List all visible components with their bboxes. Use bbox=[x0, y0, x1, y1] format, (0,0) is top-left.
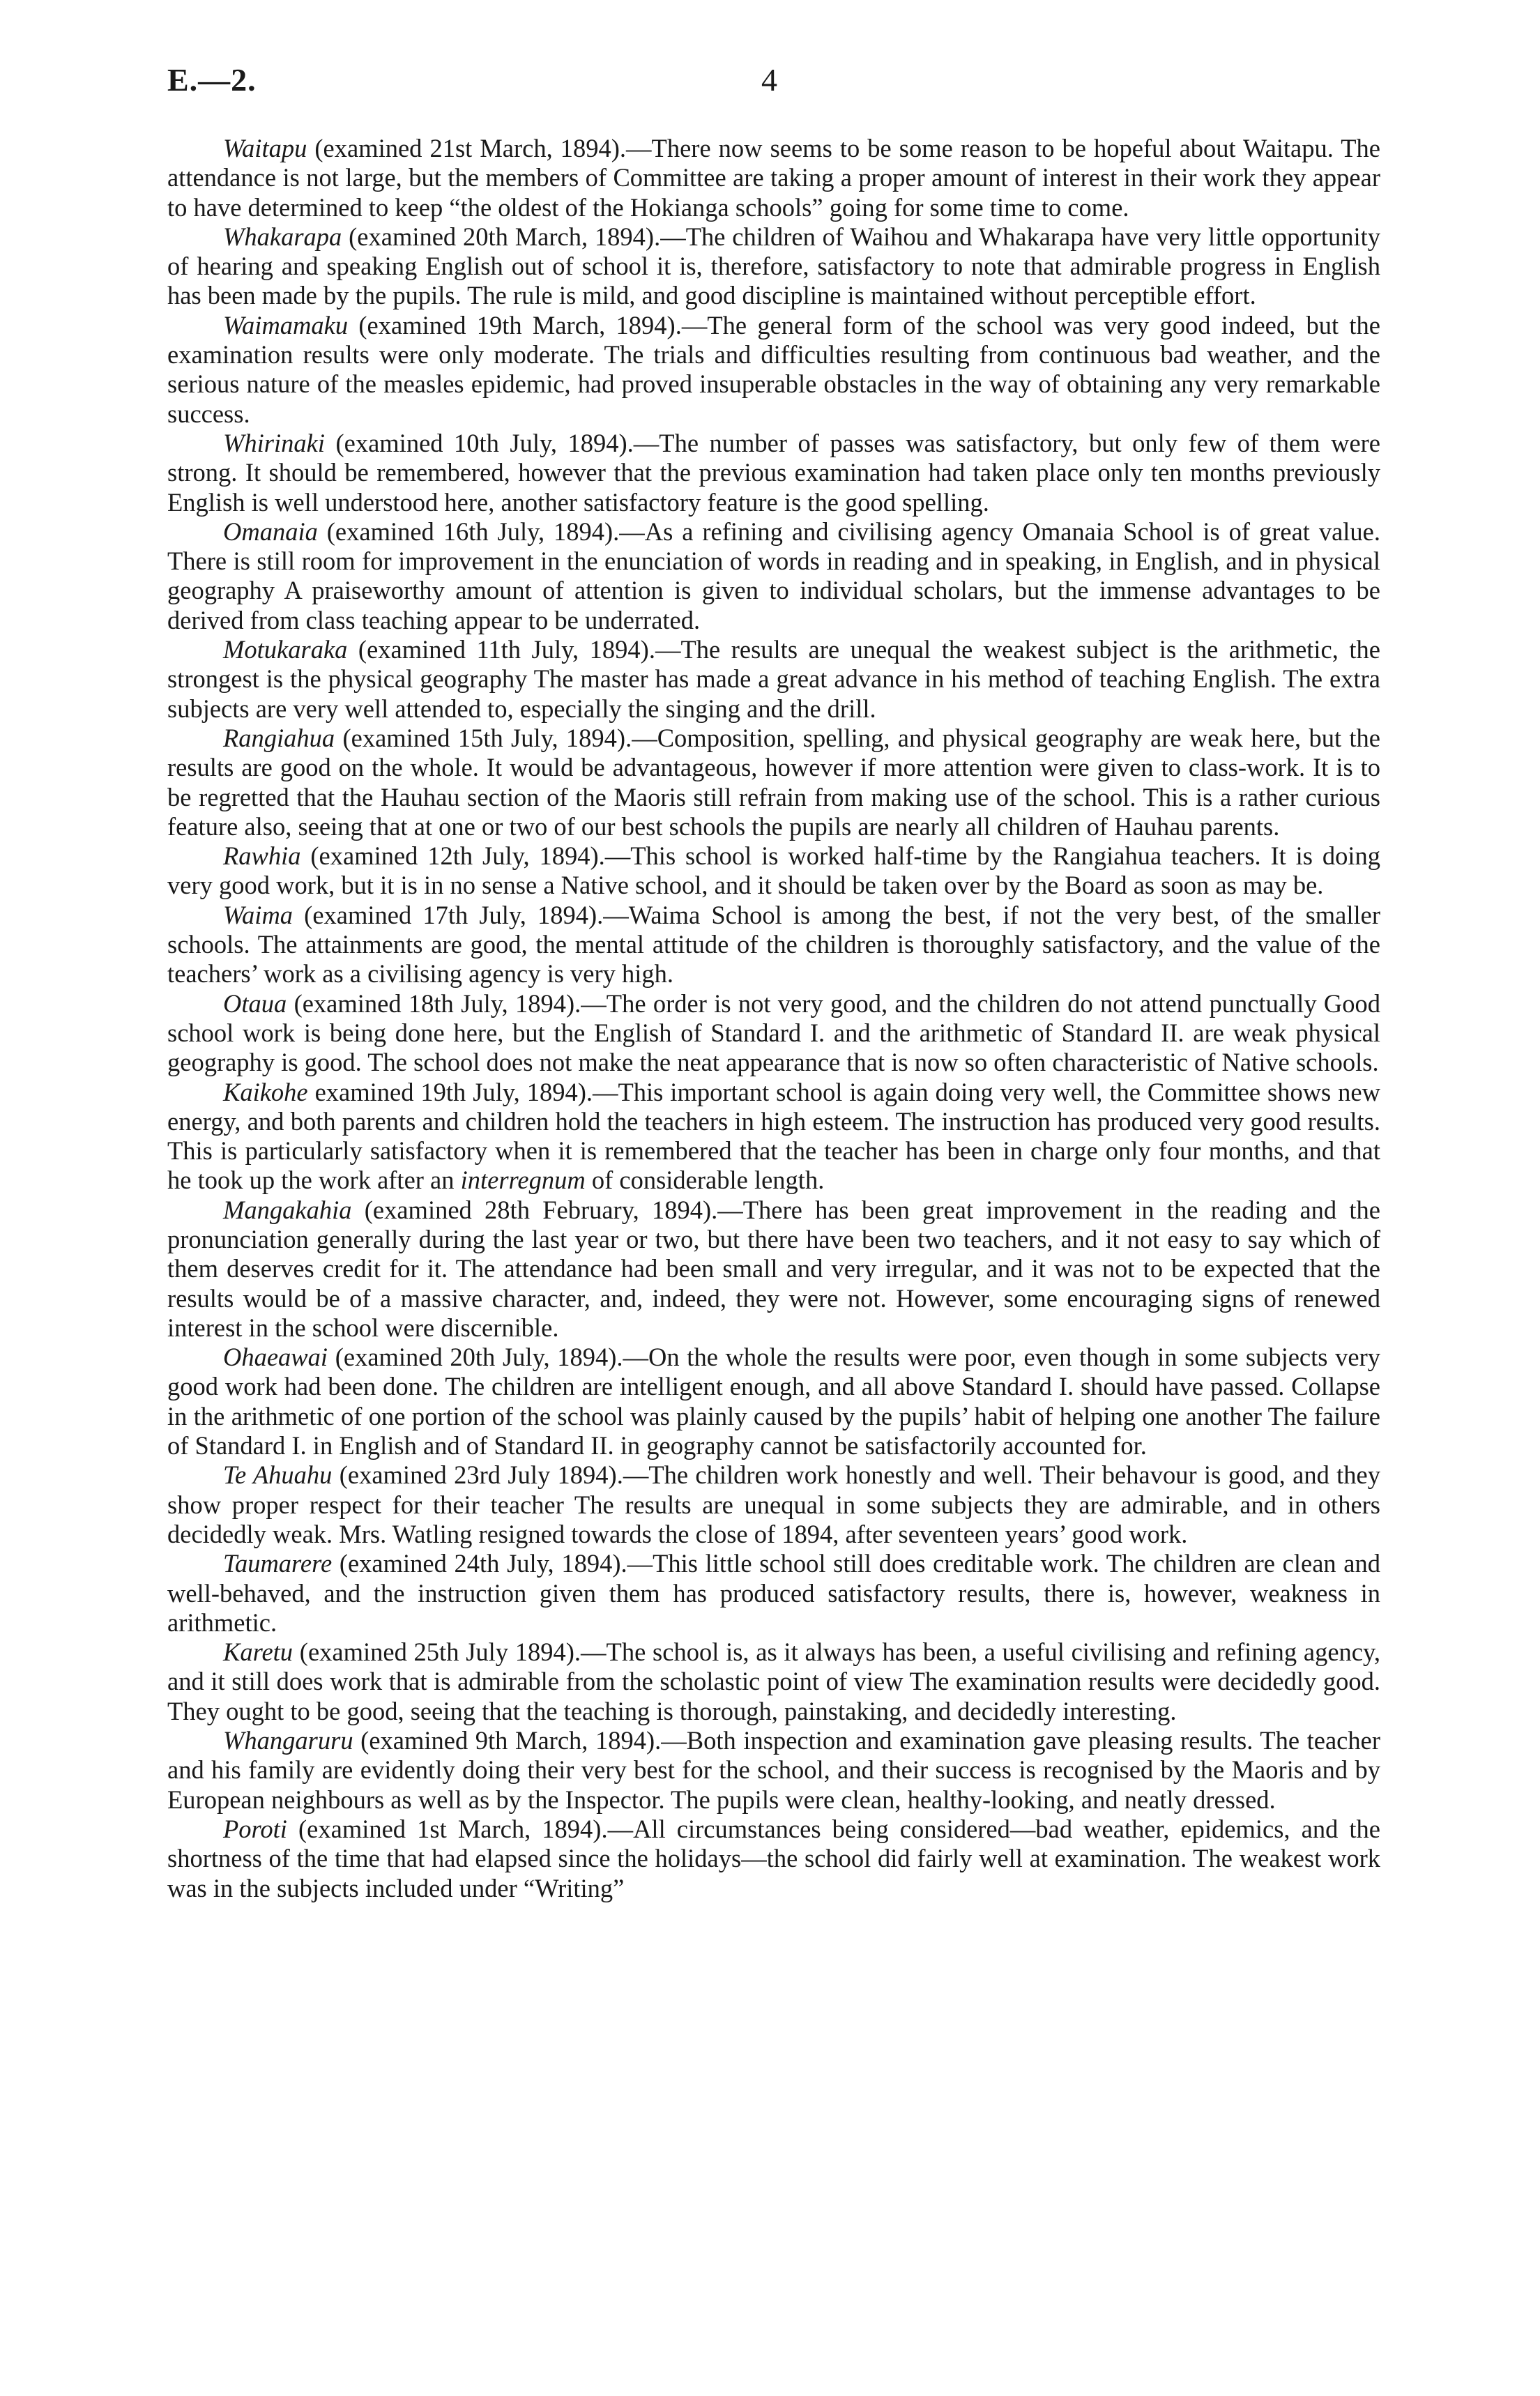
report-text: (examined 25th July 1894).—The school is, as it always has been, a useful civilising and refining agency, and it still does work that is admirable from the scholastic point of view The examination results were decidedly good. They ought to be good, seeing that the teaching is thorough, painstaking, and decidedly interesting. bbox=[167, 1638, 1380, 1725]
report-text-continued: of considerable length. bbox=[585, 1166, 825, 1195]
report-paragraph-waima bbox=[167, 901, 1380, 989]
school-name: Rawhia bbox=[223, 841, 301, 871]
report-text: (examined 10th July, 1894).—The number of passes was satisfactory, but only few of them were strong. It should be remembered, however that the previous examination had taken place only ten months previously English is well understood here, another satisfactory feature is the good spelling. bbox=[167, 428, 1380, 517]
report-paragraph-kaikohe bbox=[167, 1078, 1380, 1196]
report-paragraph-omanaia bbox=[167, 517, 1380, 635]
page-number: 4 bbox=[761, 62, 777, 98]
report-text: (examined 1st March, 1894).—All circumstances being considered—bad weather, epidemics, and the shortness of the time that had elapsed since the holidays—the school did fairly well at examination. The weakest work was in the subjects included under “Writing” bbox=[167, 1814, 1380, 1902]
school-name: Motukaraka bbox=[223, 635, 348, 664]
italic-term: interregnum bbox=[460, 1166, 586, 1195]
report-paragraph-taumarere bbox=[167, 1549, 1380, 1638]
report-text: (examined 24th July, 1894).—This little school still does creditable work. The children are clean and well-behaved, and the instruction given them has produced satisfactory results, there is, however, weakness in arithmetic. bbox=[167, 1549, 1380, 1637]
school-name: Ohaeawai bbox=[223, 1343, 328, 1372]
report-text: (examined 16th July, 1894).—As a refining and civilising agency Omanaia School is of great value. There is still room for improvement in the enunciation of words in reading and in speaking, in English, and in physical geography A praiseworthy amount of attention is given to individual scholars, but the immense advantages to be derived from class teaching appear to be underrated. bbox=[167, 517, 1380, 634]
report-text: (examined 23rd July 1894).—The children work honestly and well. Their behavour is good, and they show proper respect for their teacher The results are unequal in some subjects they are admirable, and in others decidedly weak. Mrs. Watling resigned towards the close of 1894, after seventeen years’ good work. bbox=[167, 1460, 1381, 1548]
report-text: (examined 20th March, 1894).—The children of Waihou and Whakarapa have very little opportunity of hearing and speaking English out of school it is, therefore, satisfactory to note that admirable progress in English has been made by the pupils. The rule is mild, and good discipline is maintained without perceptible effort. bbox=[167, 222, 1380, 310]
report-paragraph-motukaraka bbox=[167, 635, 1380, 724]
school-name: Kaikohe bbox=[223, 1077, 308, 1106]
report-paragraph-whakarapa bbox=[167, 222, 1380, 311]
report-text: (examined 11th July, 1894).—The results are unequal the weakest subject is the arithmetic, the strongest is the physical geography The master has made a great advance in his method of teaching English. The extra subjects are very well attended to, especially the singing and the drill. bbox=[167, 635, 1380, 723]
report-paragraph-poroti bbox=[167, 1815, 1380, 1903]
report-paragraph-otaua bbox=[167, 989, 1380, 1078]
school-name: Karetu bbox=[223, 1638, 293, 1667]
school-name: Poroti bbox=[223, 1814, 287, 1843]
report-text: (examined 28th February, 1894).—There has been great improvement in the reading and the pronunciation generally during the last year or two, but there have been two teachers, and it not easy to say which of them deserves credit for it. The attendance had been small and very irregular, and it was not to be expected that the results would be of a massive character, and, indeed, they were not. However, some encouraging signs of renewed interest in the school were discernible. bbox=[167, 1195, 1380, 1342]
report-paragraph-karetu bbox=[167, 1638, 1380, 1726]
report-paragraph-waitapu bbox=[167, 134, 1380, 222]
report-body bbox=[167, 134, 1380, 1903]
report-paragraph-te-ahuahu bbox=[167, 1460, 1380, 1549]
school-name: Whirinaki bbox=[223, 428, 325, 457]
school-name: Whangaruru bbox=[223, 1726, 353, 1755]
school-name: Taumarere bbox=[223, 1549, 333, 1578]
school-name: Waitapu bbox=[223, 134, 307, 162]
report-paragraph-whirinaki bbox=[167, 429, 1380, 517]
school-name: Omanaia bbox=[223, 517, 318, 546]
report-text: (examined 18th July, 1894).—The order is not very good, and the children do not attend punctually Good school work is being done here, but the English of Standard I. and the arithmetic of Standard II. are weak physical geography is good. The school does not make the neat appearance that is now so often characteristic of Native schools. bbox=[167, 989, 1380, 1077]
report-text: (examined 15th July, 1894).—Composition, spelling, and physical geography are weak here, but the results are good on the whole. It would be advantageous, however if more attention were given to class-work. It is to be regretted that the Hauhau section of the Maoris still refrain from making use of the school. This is a rather curious feature also, seeing that at one or two of our best schools the pupils are nearly all children of Hauhau parents. bbox=[167, 723, 1380, 841]
report-text: (examined 9th March, 1894).—Both inspection and examination gave pleasing results. The teacher and his family are evidently doing their very best for the school, and their success is recognised by the Maoris and by European neighbours as well as by the Inspector. The pupils were clean, healthy-looking, and neatly dressed. bbox=[167, 1726, 1380, 1814]
report-paragraph-waimamaku bbox=[167, 311, 1380, 429]
report-paragraph-rawhia bbox=[167, 841, 1380, 901]
report-text: (examined 20th July, 1894).—On the whole the results were poor, even though in some subjects very good work had been done. The children are intelligent enough, and all above Standard I. should have passed. Collapse in the arithmetic of one portion of the school was plainly caused by the pupils’ habit of helping one another The failure of Standard I. in English and of Standard II. in geography cannot be satisfactorily accounted for. bbox=[167, 1343, 1380, 1460]
school-name: Te Ahuahu bbox=[223, 1460, 333, 1490]
school-name: Waima bbox=[223, 900, 293, 929]
school-name: Mangakahia bbox=[223, 1195, 352, 1224]
school-name: Rangiahua bbox=[223, 723, 335, 752]
school-name: Waimamaku bbox=[223, 310, 349, 339]
report-paragraph-ohaeawai bbox=[167, 1343, 1380, 1460]
school-name: Whakarapa bbox=[223, 222, 342, 251]
report-text: examined 19th July, 1894).—This important school is again doing very well, the Committee shows new energy, and both parents and children hold the teachers in high esteem. The instruction has produced very good results. This is particularly satisfactory when it is remembered that the teacher has been in charge only four months, and that he took up the work after an bbox=[167, 1077, 1380, 1195]
report-text: (examined 21st March, 1894).—There now seems to be some reason to be hopeful about Waitapu. The attendance is not large, but the members of Committee are taking a proper amount of interest in their work they appear to have determined to keep “the oldest of the Hokianga schools” going for some time to come. bbox=[167, 134, 1380, 222]
document-reference: E.—2. bbox=[167, 62, 257, 98]
report-text: (examined 19th March, 1894).—The general form of the school was very good indeed, but the examination results were only moderate. The trials and difficulties resulting from continuous bad weather, and the serious nature of the measles epidemic, had proved insuperable obstacles in the way of obtaining any very remarkable success. bbox=[167, 310, 1380, 428]
report-paragraph-rangiahua bbox=[167, 724, 1380, 841]
report-text: (examined 12th July, 1894).—This school is worked half-time by the Rangiahua teachers. It is doing very good work, but it is in no sense a Native school, and it should be taken over by the Board as soon as may be. bbox=[167, 841, 1380, 900]
page-header bbox=[167, 61, 1373, 110]
report-paragraph-whangaruru bbox=[167, 1726, 1380, 1815]
school-name: Otaua bbox=[223, 989, 287, 1018]
report-paragraph-mangakahia bbox=[167, 1196, 1380, 1343]
report-text: (examined 17th July, 1894).—Waima School is among the best, if not the very best, of the smaller schools. The attainments are good, the mental attitude of the children is thoroughly satisfactory, and the value of the teachers’ work as a civilising agency is very high. bbox=[167, 900, 1380, 989]
